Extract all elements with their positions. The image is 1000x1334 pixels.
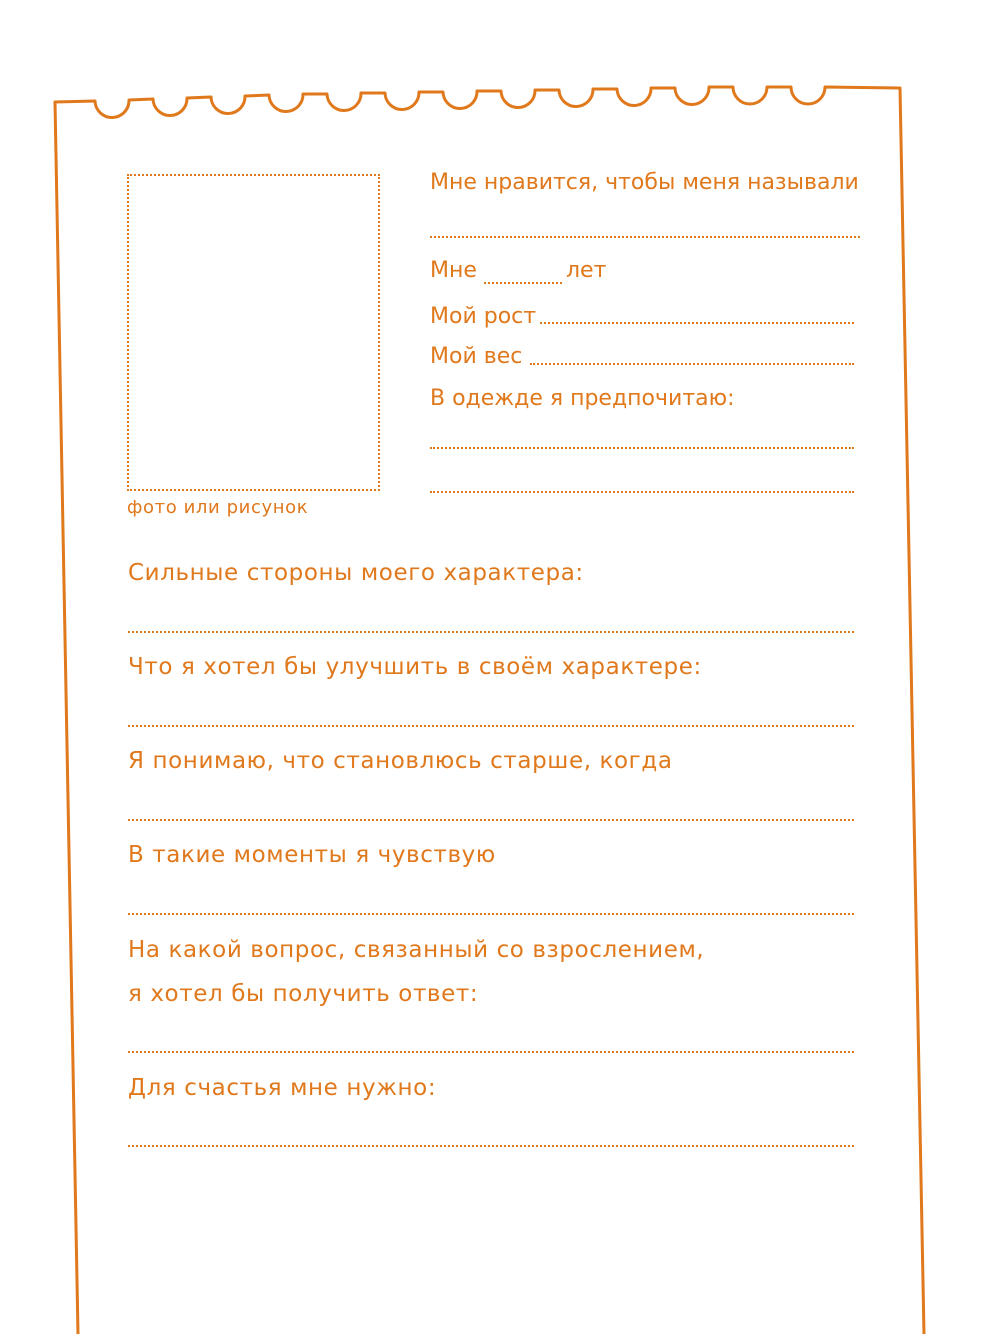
height-label: Мой рост <box>430 304 537 329</box>
clothes-answer-line-2[interactable] <box>430 491 854 493</box>
age-prefix: Мне <box>430 258 477 283</box>
improve-prompt: Что я хотел бы улучшить в своём характере: <box>128 654 702 680</box>
question-prompt-line-2: я хотел бы получить ответ: <box>128 981 479 1007</box>
feelings-answer-line[interactable] <box>128 913 854 915</box>
clothes-answer-line-1[interactable] <box>430 447 854 449</box>
weight-label: Мой вес <box>430 344 523 369</box>
photo-placeholder-box[interactable] <box>127 174 380 491</box>
happiness-prompt: Для счастья мне нужно: <box>128 1075 437 1101</box>
photo-caption: фото или рисунок <box>127 497 309 518</box>
name-prompt: Мне нравится, чтобы меня называли <box>430 170 859 195</box>
height-answer-line[interactable] <box>540 322 854 324</box>
growing-up-prompt: Я понимаю, что становлюсь старше, когда <box>128 748 673 774</box>
strengths-answer-line[interactable] <box>128 631 854 633</box>
age-answer-line[interactable] <box>484 282 562 284</box>
growing-up-answer-line[interactable] <box>128 819 854 821</box>
name-answer-line[interactable] <box>430 236 860 238</box>
improve-answer-line[interactable] <box>128 725 854 727</box>
weight-answer-line[interactable] <box>530 363 854 365</box>
happiness-answer-line[interactable] <box>128 1145 854 1147</box>
feelings-prompt: В такие моменты я чувствую <box>128 842 496 868</box>
question-prompt-line-1: На какой вопрос, связанный со взрослением, <box>128 937 705 963</box>
clothes-prompt: В одежде я предпочитаю: <box>430 386 735 411</box>
question-answer-line[interactable] <box>128 1051 854 1053</box>
strengths-prompt: Сильные стороны моего характера: <box>128 560 584 586</box>
age-suffix: лет <box>566 258 607 283</box>
